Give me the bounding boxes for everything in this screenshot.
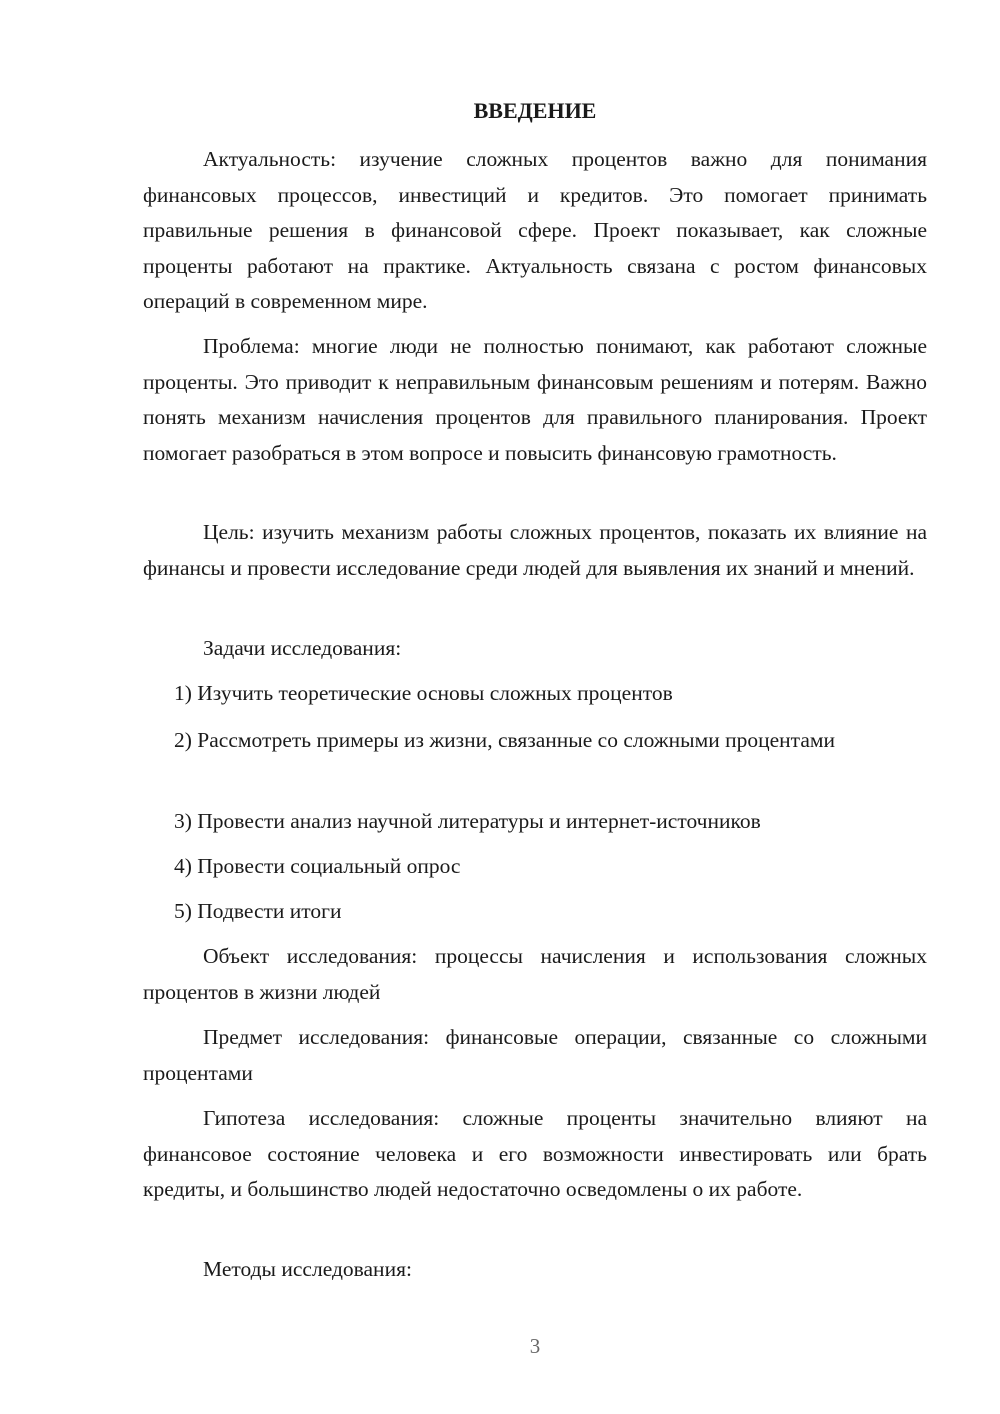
page-title: ВВЕДЕНИЕ [473,98,597,123]
hypothesis-paragraph: Гипотеза исследования: сложные проценты значительно влияют на финансовое состояние человека и его возможности инвестировать или брать кредиты, и большинство людей недостаточно осведомлены о их работе. [143,1106,927,1201]
problem-paragraph: Проблема: многие люди не полностью понимают, как работают сложные проценты. Это приводит к неправильным финансовым решениям и потерям. Важно понять механизм начисления процентов для правильного планирования. Проект помогает разобраться в этом вопросе и повысить финансовую грамотность. [143,334,927,465]
tasks-heading: Задачи исследования: [203,636,402,660]
goal-paragraph: Цель: изучить механизм работы сложных процентов, показать их влияние на финансы и провести исследование среди людей для выявления их знаний и мнений. [143,520,927,580]
methods-heading: Методы исследования: [203,1257,412,1281]
relevance-paragraph: Актуальность: изучение сложных процентов важно для понимания финансовых процессов, инвестиций и кредитов. Это помогает принимать правильные решения в финансовой сфере. Проект показывает, как сложные проценты работают на практике. Актуальность связана с ростом финансовых операций в современном мире. [143,147,927,313]
task-item-3: 3) Провести анализ научной литературы и интернет-источников [174,809,761,833]
task-item-1: 1) Изучить теоретические основы сложных процентов [174,681,673,705]
object-paragraph: Объект исследования: процессы начисления и использования сложных процентов в жизни людей [143,944,927,1004]
task-item-5: 5) Подвести итоги [174,899,342,923]
task-item-4: 4) Провести социальный опрос [174,854,461,878]
subject-paragraph: Предмет исследования: финансовые операции, связанные со сложными процентами [143,1025,927,1085]
page-number: 3 [529,1334,541,1358]
task-item-2: 2) Рассмотреть примеры из жизни, связанные со сложными процентами [174,728,835,752]
